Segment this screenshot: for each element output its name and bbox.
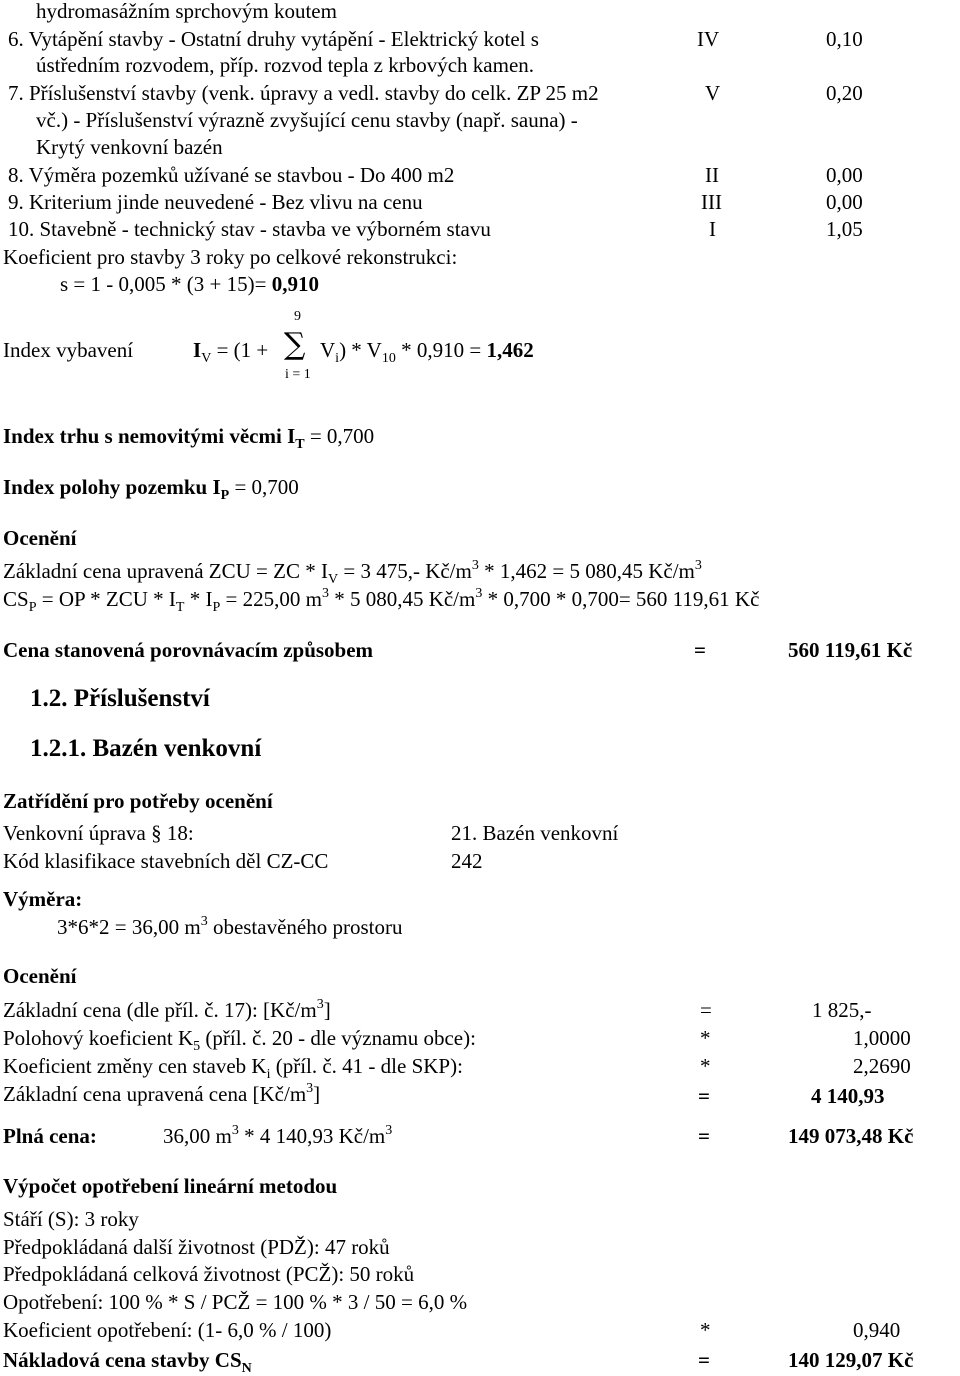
index-vybaveni-formula-right (320, 338, 534, 366)
koeficient-formula-text: s = 1 - 0,005 * (3 + 15)= (60, 272, 272, 296)
index-polohy (3, 475, 299, 503)
polohovy-koeficient-value: 1,0000 (853, 1026, 911, 1050)
list-item-9-value: 0,00 (826, 190, 863, 214)
plna-cena-value: 149 073,48 Kč (788, 1124, 914, 1148)
stari-row: Stáří (S): 3 roky (3, 1207, 139, 1231)
plna-sup: 3 (231, 1123, 239, 1138)
zcu-c: * 1,462 = 5 080,45 Kč/m (478, 559, 695, 583)
cs-sup2: 3 (475, 586, 483, 601)
list-item-10: 10. Stavebně - technický stav - stavba ve výborném stavu (8, 217, 491, 241)
cs-c: * I (184, 587, 213, 611)
r1-a: Základní cena (dle příl. č. 17): [Kč/m (3, 998, 317, 1022)
sum-sign: ∑ (284, 327, 306, 362)
zcu-sup: 3 (471, 558, 479, 573)
zakladni-cena-row (3, 997, 331, 1022)
list-item-10-value: 1,05 (826, 217, 863, 241)
section-heading-1-2-1: 1.2.1. Bazén venkovní (30, 735, 262, 762)
iv-result: 1,462 (486, 338, 534, 362)
vi-subscript: i (335, 351, 340, 366)
cs-a: CS (3, 587, 29, 611)
list-item-6-value: 0,10 (826, 27, 863, 51)
r3-sub: i (266, 1067, 271, 1082)
vymera-text-a: 3*6*2 = 36,00 m (57, 915, 201, 939)
plna-sup2: 3 (385, 1123, 393, 1138)
r1-sup: 3 (316, 997, 324, 1012)
pdz-row: Předpokládaná další životnost (PDŽ): 47 roků (3, 1235, 390, 1259)
cs-sup: 3 (321, 586, 329, 601)
plna-b: * 4 140,93 Kč/m (238, 1124, 386, 1148)
plna-a: 36,00 m (163, 1124, 232, 1148)
sum-upper-bound: 9 (294, 309, 301, 324)
zakladni-cena-value: 1 825,- (812, 998, 872, 1022)
index-vybaveni-label: Index vybavení (3, 338, 134, 362)
list-item-8-value: 0,00 (826, 163, 863, 187)
plna-cena-op: = (698, 1124, 710, 1148)
vymera-text-b: obestavěného prostoru (207, 915, 403, 939)
koeficient-zmeny-value: 2,2690 (853, 1054, 911, 1078)
zcu-sub: V (327, 572, 339, 587)
koeficient-zmeny-row (3, 1054, 463, 1082)
polohovy-koeficient-op: * (700, 1026, 711, 1050)
opotrebeni-heading: Výpočet opotřebení lineární metodou (3, 1174, 338, 1198)
list-item-8: 8. Výměra pozemků užívané se stavbou - Do 400 m2 (8, 163, 455, 187)
cena-value: 560 119,61 Kč (788, 638, 913, 662)
list-item-10-level: I (709, 217, 716, 241)
list-item-8-level: II (705, 163, 719, 187)
koeficient-label: Koeficient pro stavby 3 roky po celkové rekonstrukci: (3, 245, 458, 269)
r2-sub: 5 (193, 1039, 201, 1054)
zcu-sup2: 3 (694, 558, 702, 573)
list-item-6-level: IV (697, 27, 720, 51)
zatrideni-heading: Zatřídění pro potřeby ocenění (3, 789, 273, 813)
list-line-hydromasaz: hydromasážním sprchovým koutem (36, 0, 337, 23)
cs-sub3: P (212, 600, 221, 615)
list-item-7: 7. Příslušenství stavby (venk. úpravy a vedl. stavby do celk. ZP 25 m2 (8, 81, 599, 105)
r4-b: ] (313, 1082, 321, 1106)
list-item-6-cont: ústředním rozvodem, příp. rozvod tepla z krbových kamen. (36, 53, 535, 77)
list-item-9-level: III (701, 190, 722, 214)
oceneni-heading: Ocenění (3, 526, 77, 550)
koeficient-zmeny-op: * (700, 1054, 711, 1078)
zatrideni-row2-label: Kód klasifikace stavebních děl CZ-CC (3, 849, 329, 873)
iv-subscript: V (201, 351, 212, 366)
list-item-9: 9. Kriterium jinde neuvedené - Bez vlivu na cenu (8, 190, 423, 214)
index-polohy-label: Index polohy pozemku I (3, 475, 221, 499)
r4-a: Základní cena upravená cena [Kč/m (3, 1082, 307, 1106)
plna-cena-label: Plná cena: (3, 1124, 97, 1148)
index-trhu-value: = 0,700 (304, 424, 375, 448)
zakladni-cena-upravena-value: 4 140,93 (811, 1084, 885, 1108)
r6-a: Nákladová cena stavby CS (3, 1348, 242, 1372)
iv-mid: ) * V (339, 338, 382, 362)
r2-a: Polohový koeficient K (3, 1026, 194, 1050)
list-item-7-cont1: vč.) - Příslušenství výrazně zvyšující cenu stavby (např. sauna) - (36, 108, 578, 132)
r2-b: (příl. č. 20 - dle významu obce): (200, 1026, 476, 1050)
iv-open: = (1 + (211, 338, 269, 362)
vymera-sup: 3 (200, 914, 208, 929)
r3-b: (příl. č. 41 - dle SKP): (270, 1054, 463, 1078)
r1-b: ] (323, 998, 331, 1022)
iv-symbol: I (193, 338, 202, 362)
r3-a: Koeficient změny cen staveb K (3, 1054, 267, 1078)
zatrideni-row2-value: 242 (451, 849, 483, 873)
zcu-line (3, 558, 702, 587)
list-item-7-level: V (705, 81, 721, 105)
vi-symbol: V (320, 338, 336, 362)
koeficient-opotrebeni-value: 0,940 (853, 1318, 901, 1342)
sum-lower-bound: i = 1 (285, 367, 311, 382)
koeficient-opotrebeni-row: Koeficient opotřebení: (1- 6,0 % / 100) (3, 1318, 332, 1342)
r4-sup: 3 (306, 1081, 314, 1096)
list-item-7-cont2: Krytý venkovní bazén (36, 135, 223, 159)
nakladova-cena-value: 140 129,07 Kč (788, 1348, 914, 1372)
koeficient-opotrebeni-op: * (700, 1318, 711, 1342)
cs-sub: P (28, 600, 37, 615)
vymera-heading: Výměra: (3, 887, 83, 911)
zcu-a: Základní cena upravená ZCU = ZC * I (3, 559, 328, 583)
nakladova-cena-op: = (698, 1348, 710, 1372)
opotrebeni-row: Opotřebení: 100 % * S / PCŽ = 100 % * 3 / 50 = 6,0 % (3, 1290, 468, 1314)
v10-subscript: 10 (381, 351, 396, 366)
vymera-value (57, 914, 403, 939)
pcz-row: Předpokládaná celková životnost (PCŽ): 50 roků (3, 1262, 415, 1286)
cs-e: * 5 080,45 Kč/m (328, 587, 476, 611)
zakladni-cena-op: = (700, 998, 712, 1022)
index-trhu (3, 424, 375, 452)
index-polohy-value: = 0,700 (229, 475, 299, 499)
cs-b: = OP * ZCU * I (36, 587, 176, 611)
csp-line (3, 586, 760, 615)
index-vybaveni-formula-left (193, 338, 269, 366)
polohovy-koeficient-row (3, 1026, 476, 1054)
cena-label: Cena stanovená porovnávacím způsobem (3, 638, 374, 662)
section-heading-1-2: 1.2. Příslušenství (30, 685, 210, 712)
koeficient-formula (60, 274, 319, 295)
koeficient-result: 0,910 (271, 272, 319, 296)
index-trhu-sub: T (295, 437, 305, 452)
cs-sub2: T (175, 600, 185, 615)
cena-eq: = (694, 638, 706, 662)
zakladni-cena-upravena-row (3, 1081, 321, 1106)
cs-d: = 225,00 m (220, 587, 322, 611)
zatrideni-row1-label: Venkovní úprava § 18: (3, 821, 194, 845)
zcu-b: = 3 475,- Kč/m (338, 559, 472, 583)
index-polohy-sub: P (220, 488, 230, 503)
list-item-7-value: 0,20 (826, 81, 863, 105)
zakladni-cena-upravena-op: = (698, 1084, 710, 1108)
list-item-6: 6. Vytápění stavby - Ostatní druhy vytápění - Elektrický kotel s (8, 27, 539, 51)
zatrideni-row1-value: 21. Bazén venkovní (451, 821, 619, 845)
oceneni2-heading: Ocenění (3, 964, 77, 988)
cs-f: * 0,700 * 0,700= 560 119,61 Kč (482, 587, 760, 611)
index-trhu-label: Index trhu s nemovitými věcmi I (3, 424, 296, 448)
nakladova-cena-row (3, 1348, 252, 1376)
iv-tail: * 0,910 = (395, 338, 487, 362)
plna-cena-formula (163, 1123, 393, 1148)
r6-sub: N (241, 1361, 252, 1376)
